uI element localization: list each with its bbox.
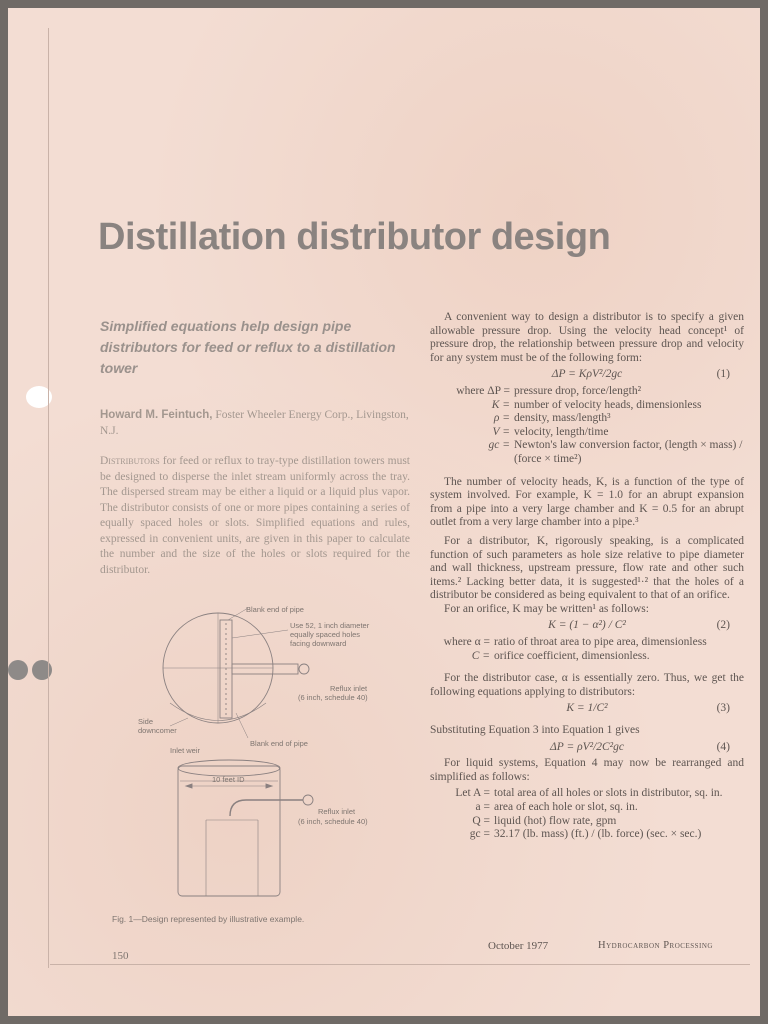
paragraph: For liquid systems, Equation 4 may now be rearranged and simplified as follows: xyxy=(430,757,744,783)
figure-label: Blank end of pipe xyxy=(246,605,304,614)
definition-symbol: V = xyxy=(492,425,510,438)
equation-text: ΔP = ρV²/2C²gc xyxy=(550,740,624,753)
figure-label: (6 inch, schedule 40) xyxy=(298,817,368,826)
definitions-1 xyxy=(430,385,744,467)
figure-label: Reflux inlet xyxy=(318,807,356,816)
definition-text: pressure drop, force/length² xyxy=(514,384,642,397)
author-affiliation: Foster Wheeler Energy Corp., Livingston, N.J. xyxy=(100,409,409,437)
figure-label: downcomer xyxy=(138,726,177,735)
paragraph: Substituting Equation 3 into Equation 1 gives xyxy=(430,724,640,737)
equation-number: (4) xyxy=(716,740,730,753)
tower-elevation xyxy=(178,766,280,896)
paragraph: A convenient way to design a distributor is to specify a given allowable pressure drop. Using the velocity head concept¹ of pressure drop, the relationship between pressure drop and velocity for any system must be of the following form: xyxy=(430,311,744,364)
page-number: 150 xyxy=(112,950,129,962)
right-column xyxy=(430,311,744,845)
binding-hole-icon xyxy=(32,660,52,680)
issue-date: October 1977 xyxy=(488,940,549,952)
definition-text: velocity, length/time xyxy=(514,425,609,438)
equation-3 xyxy=(430,702,744,716)
variable-list xyxy=(430,787,744,841)
footer-rule xyxy=(50,964,750,965)
article-title: Distillation distributor design xyxy=(98,216,611,258)
figure-label: equally spaced holes xyxy=(290,630,361,639)
variable-symbol: gc = xyxy=(469,828,490,841)
figure-caption: Fig. 1—Design represented by illustrative example. xyxy=(112,914,305,924)
paragraph: For the distributor case, α is essentially zero. Thus, we get the following equations applying to distributors: xyxy=(430,672,744,698)
variable-text: total area of all holes or slots in distributor, sq. in. xyxy=(494,787,723,800)
abstract-lead: Distributors xyxy=(100,455,160,467)
definition-text: orifice coefficient, dimensionless. xyxy=(494,649,650,662)
definition-symbol: gc = xyxy=(488,439,510,452)
page-sheet xyxy=(8,8,760,1016)
equation-4 xyxy=(430,741,744,755)
figure-label: (6 inch, schedule 40) xyxy=(298,693,368,702)
paragraph: For an orifice, K may be written¹ as follows: xyxy=(444,602,649,615)
definition-symbol: where α = xyxy=(443,636,490,649)
variable-symbol: Let A = xyxy=(455,787,490,800)
variable-symbol: a = xyxy=(475,801,490,813)
equation-number: (1) xyxy=(716,368,730,381)
paragraph: The number of velocity heads, K, is a function of the type of system involved. For example, K = 1.0 for an abrupt expansion from a pipe into a very large chamber and K = 0.5 for an abrupt outlet from a very large chamber into a pipe.³ xyxy=(430,475,744,529)
definitions-2 xyxy=(430,636,744,663)
journal-name: Hydrocarbon Processing xyxy=(598,940,713,951)
margin-rule xyxy=(48,28,49,968)
byline xyxy=(100,408,410,439)
abstract-body: for feed or reflux to tray-type distillation towers must be designed to disperse the inlet stream uniformly across the tray. The dispersed stream may be either a liquid or a liquid plus vapor. The distributor consists of one or more pipes containing a series of equally spaced holes or slots. Simplified equations and rules, expressed in convenient units, are given in this paper to calculate the number and the size of the holes or slots required for the distributor. xyxy=(100,455,410,576)
variable-symbol: Q = xyxy=(472,814,490,827)
figure-label: Blank end of pipe xyxy=(250,739,308,748)
definition-symbol: C = xyxy=(471,649,490,662)
author-name: Howard M. Feintuch, xyxy=(100,409,213,421)
left-column xyxy=(100,408,410,578)
figure-label: facing downward xyxy=(290,639,347,648)
definition-symbol: K = xyxy=(491,398,510,411)
distributor-figure xyxy=(108,598,408,908)
figure-label: Inlet weir xyxy=(170,746,201,755)
definition-text: Newton's law conversion factor, (length × mass) / (force × time²) xyxy=(514,439,743,465)
figure-label: 10 feet ID xyxy=(212,775,245,784)
equation-number: (3) xyxy=(716,702,730,715)
definition-text: density, mass/length³ xyxy=(514,412,611,425)
figure-label: Reflux inlet xyxy=(330,684,368,693)
definition-text: ratio of throat area to pipe area, dimensionless xyxy=(494,636,707,649)
paragraph: For a distributor, K, rigorously speaking, is a complicated function of such parameters as hole size relative to pipe diameter and wall thickness, upstream pressure, flow rate and other such items.² Lacking better data, it is suggested¹·² that the holes of a distributor be considered as being equivalent to that of an orifice. xyxy=(430,534,744,602)
equation-text: K = 1/C² xyxy=(566,702,608,715)
equation-number: (2) xyxy=(716,619,730,632)
definition-symbol: where ΔP = xyxy=(456,384,510,397)
equation-text: K = (1 − α²) / C² xyxy=(548,619,626,632)
variable-text: area of each hole or slot, sq. in. xyxy=(494,801,638,813)
binding-hole-icon xyxy=(8,660,28,680)
variable-text: 32.17 (lb. mass) (ft.) / (lb. force) (sec. × sec.) xyxy=(494,828,702,841)
definition-text: number of velocity heads, dimensionless xyxy=(514,398,702,411)
equation-1 xyxy=(430,368,744,382)
variable-text: liquid (hot) flow rate, gpm xyxy=(494,814,617,827)
equation-2 xyxy=(430,619,744,633)
article-subtitle: Simplified equations help design pipe distributors for feed or reflux to a distillation tower xyxy=(100,318,396,376)
definition-symbol: ρ = xyxy=(493,412,510,425)
reflux-inlet-pipe xyxy=(232,664,298,674)
figure-label: Side xyxy=(138,717,154,726)
equation-text: ΔP = KρV²/2gc xyxy=(551,368,623,381)
abstract xyxy=(100,454,410,578)
figure-label: Use 52, 1 inch diameter xyxy=(290,621,370,630)
